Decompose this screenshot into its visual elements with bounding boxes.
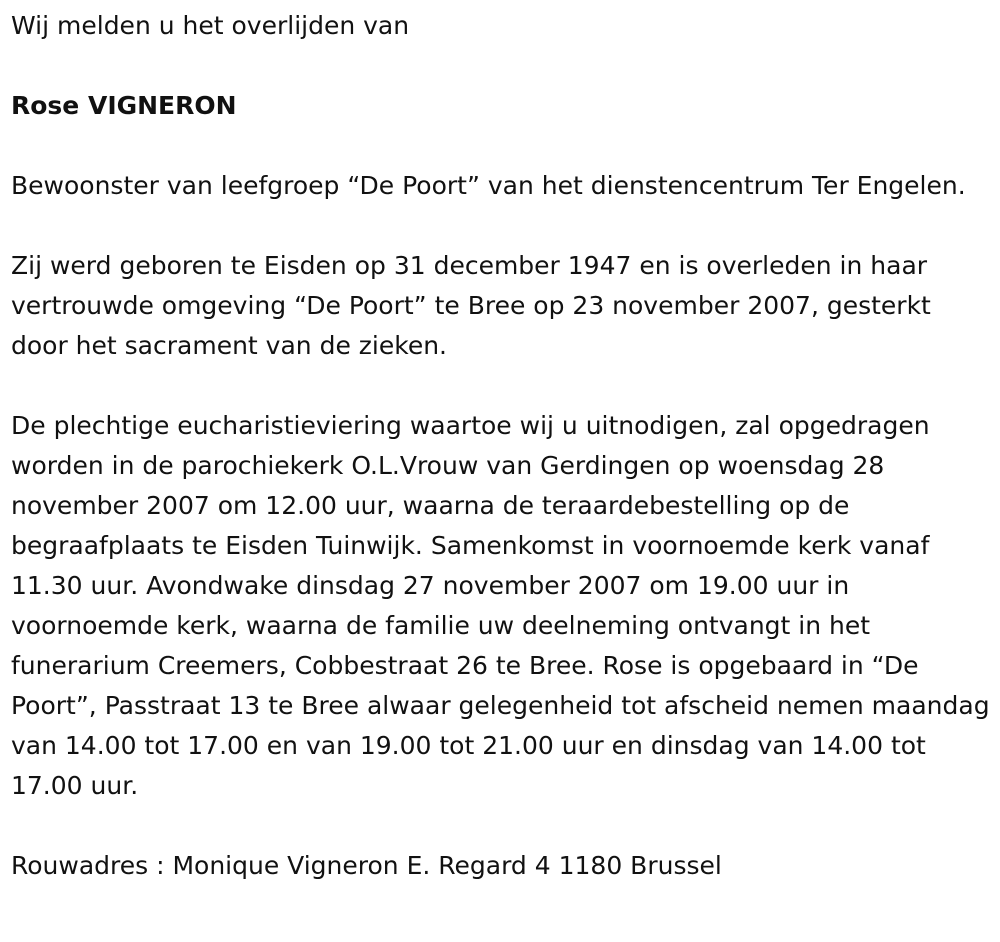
residence-paragraph: Bewoonster van leefgroep “De Poort” van het dienstencentrum Ter Engelen. bbox=[11, 171, 966, 200]
obituary-document bbox=[11, 6, 991, 886]
deceased-name: Rose VIGNERON bbox=[11, 91, 237, 120]
funeral-details-paragraph: De plechtige eucharistieviering waartoe wij u uitnodigen, zal opgedragen worden in de parochiekerk O.L.Vrouw van Gerdingen op woensdag 28 november 2007 om 12.00 uur, waarna de teraardebestelling op de begraafplaats te Eisden Tuinwijk. Samenkomst in voornoemde kerk vanaf 11.30 uur. Avondwake dinsdag 27 november 2007 om 19.00 uur in voornoemde kerk, waarna de familie uw deelneming ontvangt in het funerarium Creemers, Cobbestraat 26 te Bree. Rose is opgebaard in “De Poort”, Passtraat 13 te Bree alwaar gelegenheid tot afscheid nemen maandag van 14.00 tot 17.00 en van 19.00 tot 21.00 uur en dinsdag van 14.00 tot 17.00 uur. bbox=[11, 411, 990, 800]
mourning-address: Rouwadres : Monique Vigneron E. Regard 4 1180 Brussel bbox=[11, 851, 722, 880]
intro-line: Wij melden u het overlijden van bbox=[11, 11, 410, 40]
birth-death-paragraph: Zij werd geboren te Eisden op 31 december 1947 en is overleden in haar vertrouwde omgeving “De Poort” te Bree op 23 november 2007, gesterkt door het sacrament van de zieken. bbox=[11, 251, 931, 360]
